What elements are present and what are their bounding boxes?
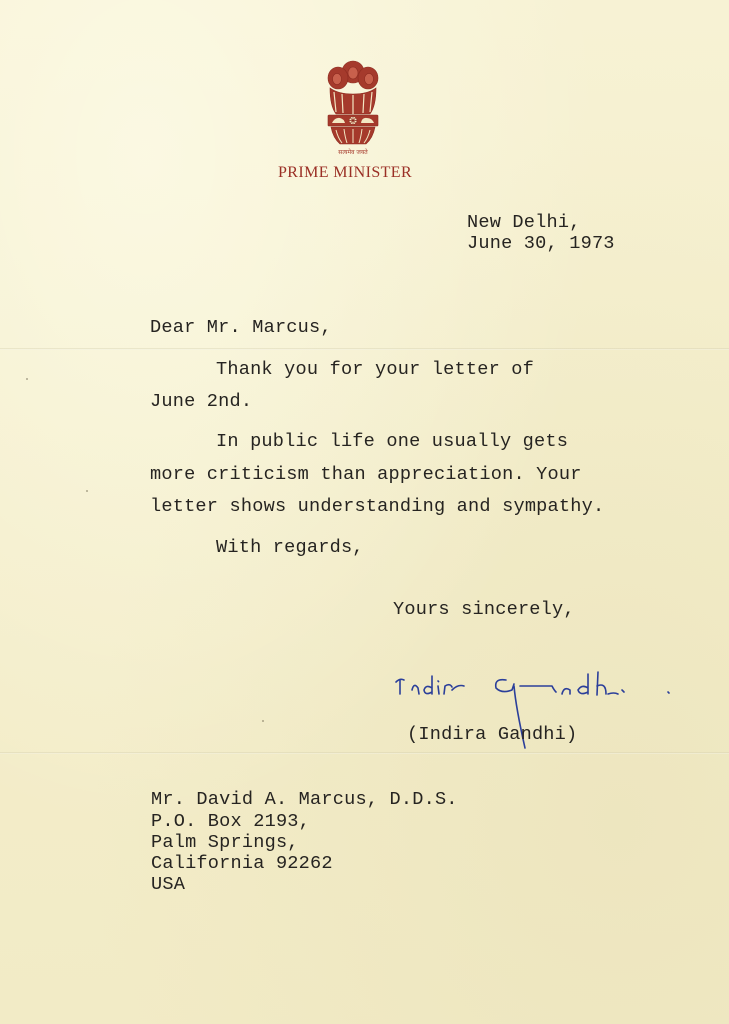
letterhead-title: PRIME MINISTER [278,164,413,181]
signatory-name: (Indira Gandhi) [407,724,578,745]
emblem-motto: सत्यमेव जयते [338,149,368,156]
body-line: June 2nd. [150,391,253,412]
body-line: In public life one usually gets [216,431,569,452]
body-line: With regards, [216,537,364,558]
recipient-address-line: USA [151,874,186,895]
paper-speck [86,490,88,492]
closing: Yours sincerely, [393,599,575,620]
body-line: Thank you for your letter of [216,359,535,380]
state-emblem-icon [318,58,388,158]
paper-speck [26,378,28,380]
recipient-address-line: P.O. Box 2193, [151,811,311,832]
paper-fold-line [0,348,729,350]
recipient-address-line: California 92262 [151,853,333,874]
salutation: Dear Mr. Marcus, [150,317,332,338]
recipient-name: Mr. David A. Marcus, D.D.S. [151,789,458,810]
letter-date: June 30, 1973 [467,233,615,254]
body-line: more criticism than appreciation. Your [150,464,582,485]
letter-place: New Delhi, [467,212,581,233]
paper-speck [262,720,264,722]
handwritten-signature-icon [392,668,692,768]
recipient-address-line: Palm Springs, [151,832,299,853]
body-line: letter shows understanding and sympathy. [150,496,605,517]
